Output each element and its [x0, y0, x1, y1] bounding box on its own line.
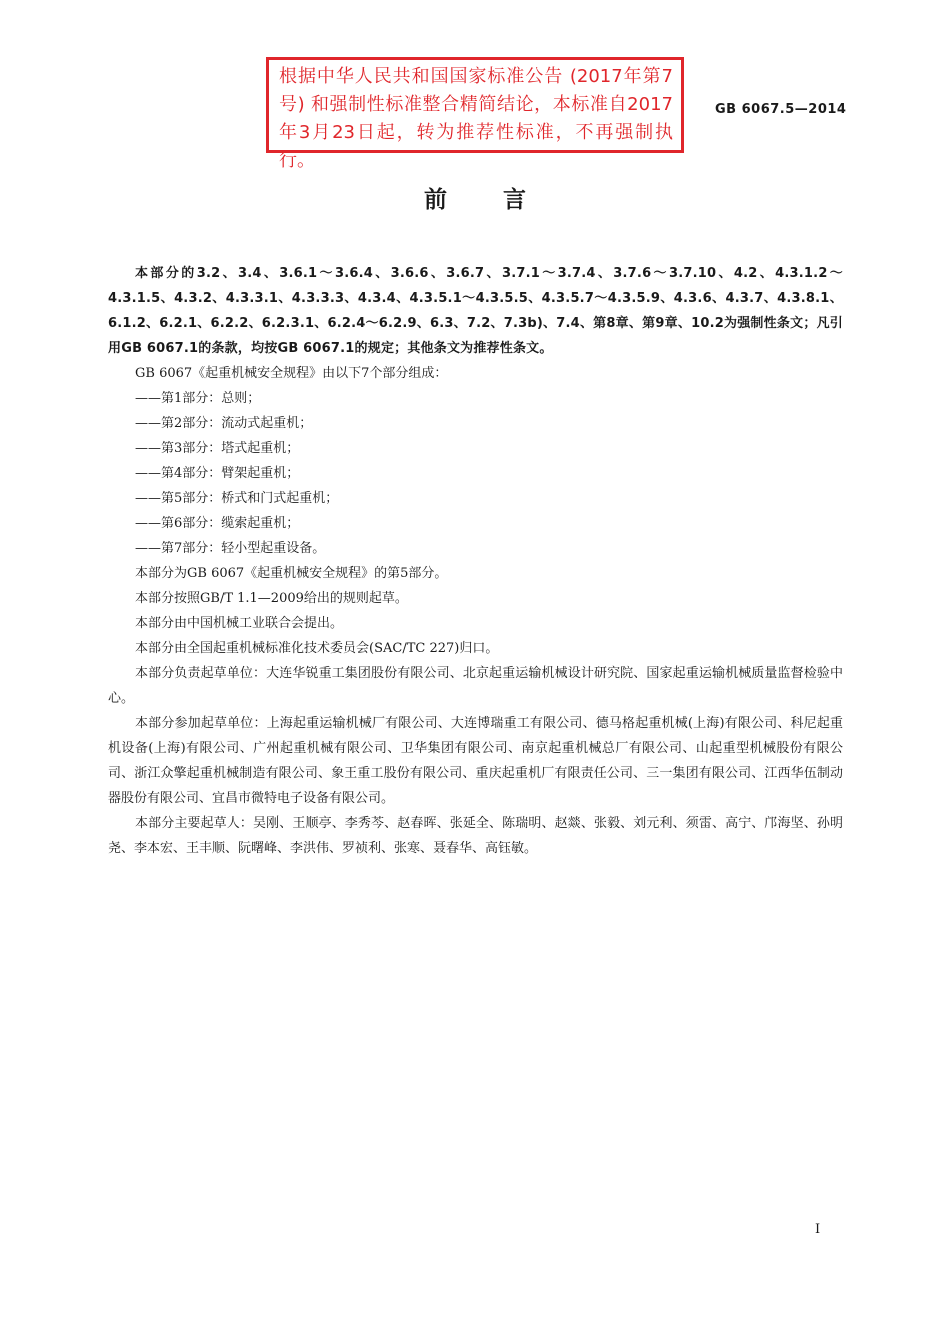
participating-units-paragraph: 本部分参加起草单位：上海起重运输机械厂有限公司、大连博瑞重工有限公司、德马格起重机械(上海)有限公司、科尼起重机设备(上海)有限公司、广州起重机械有限公司、卫华集团有限公司、南京起重机械总厂有限公司、山起重型机械股份有限公司、浙江众擎起重机械制造有限公司、象王重工股份有限公司、重庆起重机厂有限责任公司、三一集团有限公司、江西华伍制动器股份有限公司、宜昌市微特电子设备有限公司。	[108, 716, 843, 806]
abolition-notice-text: 根据中华人民共和国国家标准公告 (2017年第7号) 和强制性标准整合精简结论，本标准自2017年3月23日起，转为推荐性标准，不再强制执行。	[279, 66, 673, 171]
list-item: ——第4部分：臂架起重机；	[135, 466, 300, 481]
abolition-notice-box	[266, 57, 684, 171]
drafting-rules-paragraph: 本部分按照GB/T 1.1—2009给出的规则起草。	[135, 591, 408, 606]
standard-number: GB 6067.5—2014	[715, 102, 847, 117]
this-part-paragraph: 本部分为GB 6067《起重机械安全规程》的第5部分。	[135, 566, 448, 581]
page-number: I	[815, 1222, 821, 1237]
responsible-units-paragraph: 本部分负责起草单位：大连华锐重工集团股份有限公司、北京起重运输机械设计研究院、国家起重运输机械质量监督检验中心。	[108, 666, 843, 706]
list-item: ——第7部分：轻小型起重设备。	[135, 541, 326, 556]
list-item: ——第3部分：塔式起重机；	[135, 441, 300, 456]
centralized-by-paragraph: 本部分由全国起重机械标准化技术委员会(SAC/TC 227)归口。	[135, 641, 499, 656]
drafters-paragraph: 本部分主要起草人：吴刚、王顺亭、李秀芩、赵春晖、张延全、陈瑞明、赵燚、张毅、刘元利、须雷、高宁、邝海坚、孙明尧、李本宏、王丰顺、阮曙峰、李洪伟、罗祯利、张寒、聂春华、高钰敏。	[108, 816, 843, 856]
list-item: ——第6部分：缆索起重机；	[135, 516, 300, 531]
composition-intro: GB 6067《起重机械安全规程》由以下7个部分组成：	[135, 366, 448, 381]
foreword-body	[108, 261, 843, 861]
proposed-by-paragraph: 本部分由中国机械工业联合会提出。	[135, 616, 344, 631]
list-item: ——第1部分：总则；	[135, 391, 261, 406]
mandatory-clause-paragraph: 本部分的3.2、3.4、3.6.1～3.6.4、3.6.6、3.6.7、3.7.1～3.7.4、3.7.6～3.7.10、4.2、4.3.1.2～4.3.1.5、4.3.2、4.3.3.1、4.3.3.3、4.3.4、4.3.5.1～4.3.5.5、4.3.5.7～4.3.5.9、4.3.6、4.3.7、4.3.8.1、6.1.2、6.2.1、6.2.2、6.2.3.1、6.2.4～6.2.9、6.3、7.2、7.3b)、7.4、第8章、第9章、10.2为强制性条文；凡引用GB 6067.1的条款，均按GB 6067.1的规定；其他条文为推荐性条文。	[108, 266, 843, 356]
parts-list	[108, 386, 843, 561]
list-item: ——第2部分：流动式起重机；	[135, 416, 313, 431]
list-item: ——第5部分：桥式和门式起重机；	[135, 491, 339, 506]
page-title: 前言	[424, 187, 582, 213]
